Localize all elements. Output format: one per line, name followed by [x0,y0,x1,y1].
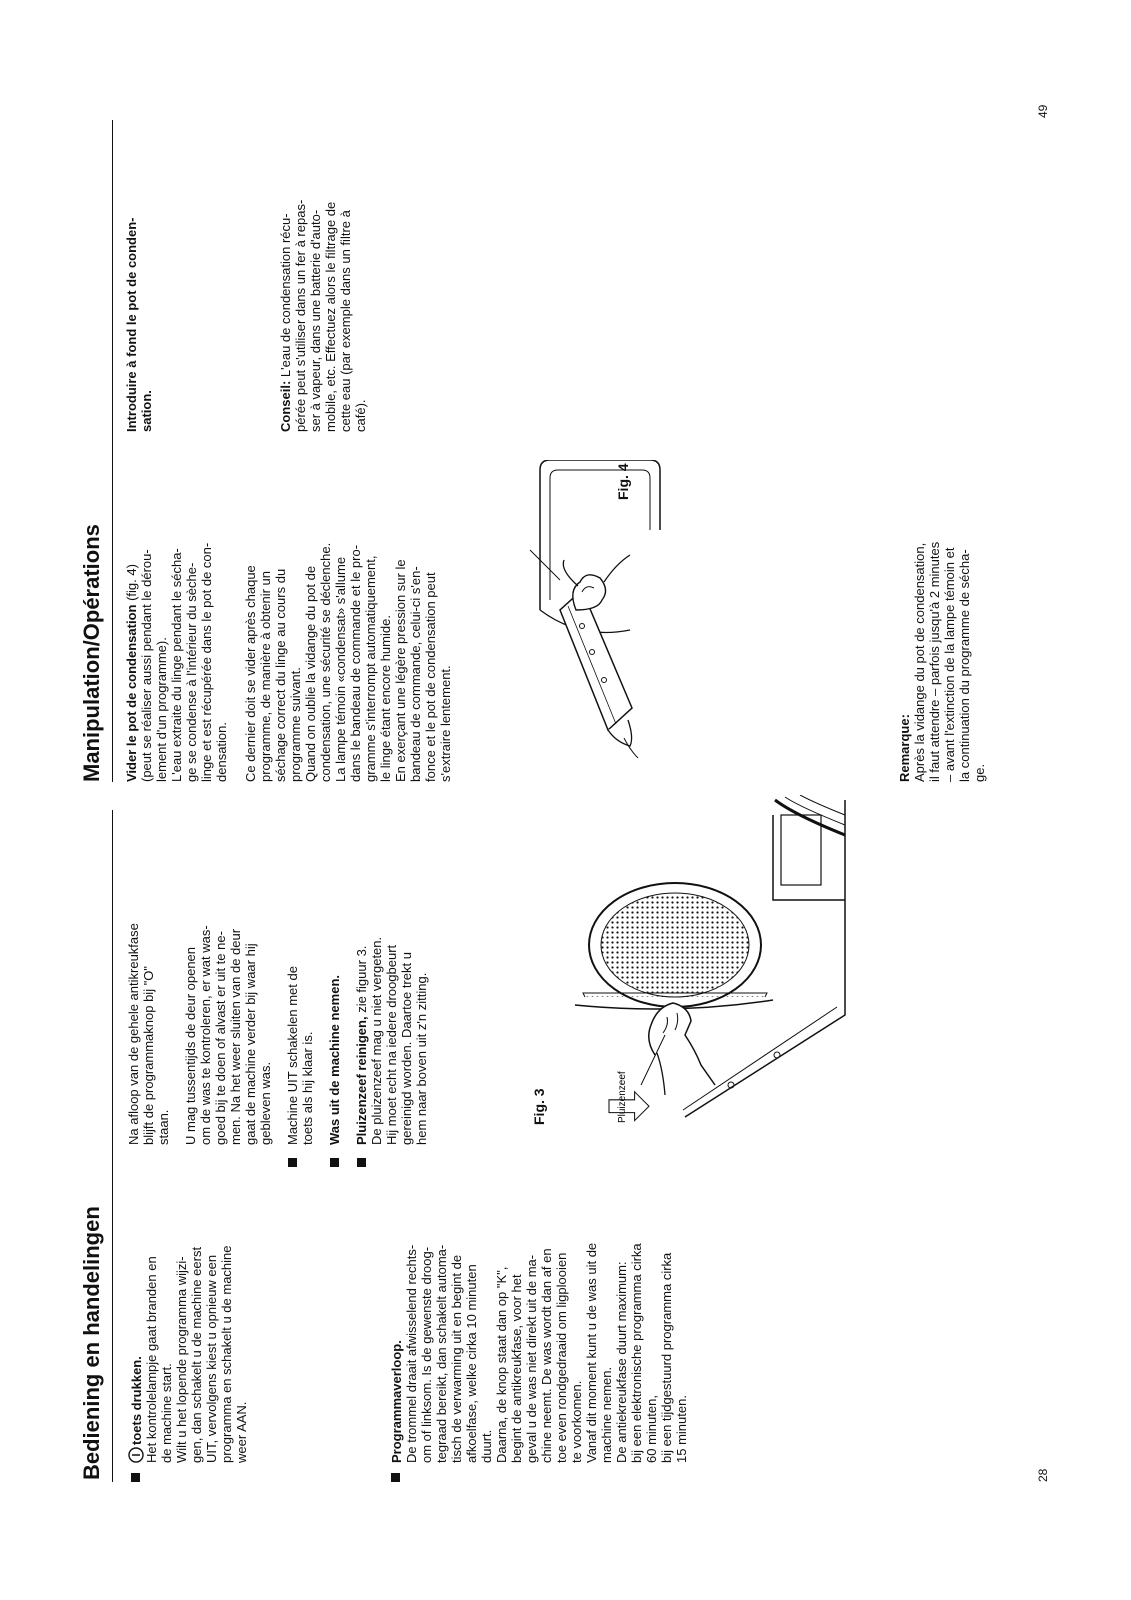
text-line: il faut attendre – parfois jusqu'à 2 minutes [927,541,942,782]
text-line: machine nemen. [599,1366,614,1463]
fr-remark-heading: Remarque: [897,714,912,782]
text-line: densation. [214,722,229,782]
text-line: toe even rondgedraaid om ligplooien [554,1252,569,1463]
text-line: ge. [972,763,987,782]
text-line: De trommel draait afwisselend rechts- [404,1244,419,1463]
text-line: gen, dan schakelt u de machine eerst [189,1246,204,1463]
text-line: 60 minuten, [644,1395,659,1463]
text-line: weer AAN. [234,1401,249,1463]
text-line: pérée peut s'utiliser dans un fer à repas- [293,199,308,432]
bullet-icon [357,1158,366,1167]
fig3-lint-filter-illustration [545,795,855,1125]
bullet-icon [131,1473,140,1482]
fr-remark [897,482,987,782]
page-number-right: 49 [1036,104,1050,118]
nl-programmaverloop-heading: Programmaverloop. [389,1340,404,1463]
text-line: Machine UIT schakelen met de [285,966,300,1145]
text-line: gramme s'interrompt automatiquement, [363,555,378,782]
text-line: gaat de machine verder bij waar hij [243,943,258,1145]
text-line: L'eau extraite du linge pendant le sécha- [169,548,184,782]
text-line: cette eau (par exemple dans un filtre à [338,210,353,432]
text-line: programme, de manière à obtenir un [258,570,273,782]
nl-page-title: Bediening en handelingen [79,1206,104,1480]
text-line: (peut se réaliser aussi pendant le dérou- [139,549,154,782]
fr-conseil [278,122,368,432]
fig3-callout: Pluizenzeef [617,1071,628,1123]
text-line: dans le bandeau de commande et le pro- [348,544,363,782]
fr-conseil-heading: Conseil: [278,380,293,432]
text-line: tisch de verwarming uit en begint de [449,1254,464,1463]
fr-introduire-heading-line: Introduire à fond le pot de conden- [124,217,139,432]
fr-title-rule [112,120,113,782]
nl-column-1 [128,1232,689,1482]
text-line: fonce et le pot de condensation peut [423,572,438,782]
nl-pluizenzeef-heading: Pluizenzeef reinigen, [354,1016,369,1145]
text-line: Het kontrolelampje gaat branden en [144,1256,159,1463]
fig4-condensation-tank-illustration [520,460,690,760]
text-line: 15 minuten. [674,1395,689,1463]
text-line: bij een tijdgestuurd programma cirka [659,1252,674,1463]
text-line: toets als hij klaar is. [300,1031,315,1145]
text-line: afkoelfase, welke cirka 10 minuten [464,1264,479,1463]
text-line: UIT, vervolgens kiest u opnieuw een [204,1254,219,1463]
text-line: Wilt u het lopende programma wijzi- [174,1256,189,1463]
text-line: Quand on oublie la vidange du pot de [303,565,318,782]
nl-title-rule [112,810,113,1482]
text-line: U mag tussentijds de deur openen [183,946,198,1145]
fr-column-2 [124,122,154,432]
text-line: om de was te kontroleren, er wat was- [198,925,213,1145]
text-line: programma en schakelt u de machine [219,1245,234,1463]
text-line: Vanaf dit moment kunt u de was uit de [584,1242,599,1463]
text-line: chine neemt. De was wordt dan af en [539,1248,554,1463]
nl-column-2 [126,845,429,1145]
bullet-icon [288,1158,297,1167]
text-line: begint de antikreukfase, voor het [509,1274,524,1463]
text-line: gereinigd worden. Daartoe trekt u [399,952,414,1145]
fig4-label: Fig. 4 [615,463,631,500]
fr-column-1 [124,492,453,782]
text-line: La lampe témoin «condensat» s'allume [333,556,348,782]
text-line: Hij moet echt na iedere droogbeurt [384,944,399,1145]
text-line: séchage correct du linge au cours du [273,568,288,782]
fr-introduire-heading-line: sation. [139,390,154,432]
text-line: goed bij te doen of alvast er uit te ne- [213,931,228,1145]
nl-pluizenzeef-ref: zie figuur 3. [354,945,369,1017]
text-line: blijft de programmaknop bij "O" [141,965,156,1145]
text-line: s'extraire lentement. [438,665,453,782]
text-line: Na afloop van de gehele antikreukfase [126,923,141,1145]
text-line: condensation, une sécurité se déclenche. [318,542,333,782]
text-line: lement d'un programme). [154,637,169,782]
text-line: te voorkomen. [569,1380,584,1463]
fig3-label: Fig. 3 [531,1088,547,1125]
text-line: gebleven was. [258,1061,273,1145]
page-number-left: 28 [1036,1468,1050,1482]
text-line: De antiekreukfase duurt maximum: [614,1261,629,1463]
text-line: om of linksom. Is de gewenste droog- [419,1246,434,1463]
nl-bullet1-heading: toets drukken. [129,1356,144,1445]
power-button-icon [128,1445,144,1463]
text-line: café). [353,399,368,432]
text-line: le linge étant encore humide. [378,615,393,782]
text-line: mobile, etc. Effectuez alors le filtrage de [323,201,338,432]
text-line: men. Na het weer sluiten van de deur [228,928,243,1145]
text-line: linge et est récupérée dans le pot de con- [199,542,214,782]
text-line: hem naar boven uit z'n zitting. [414,972,429,1145]
text-line: bij een elektronische programma cirka [629,1243,644,1463]
text-line: – avant l'extinction de la lampe témoin et [942,547,957,782]
nl-was-uit-heading: Was uit de machine nemen. [327,974,342,1145]
text-line: En exerçant une légère pression sur le [393,559,408,782]
bullet-icon [330,1158,339,1167]
text-line: Ce dernier doit se vider après chaque [243,565,258,782]
text-line: geval u de was niet direkt uit de ma- [524,1254,539,1463]
fr-vider-heading: Vider le pot de condensation [124,604,139,782]
text-line: tegraad bereikt, dan schakelt automa- [434,1244,449,1463]
bullet-icon [391,1473,400,1482]
text-line: Daarna, de knop staat dan op "K", [494,1266,509,1463]
text-line: De pluizenzeef mag u niet vergeten. [369,936,384,1145]
text-line: staan. [156,1109,171,1145]
text-line: de machine start. [159,1363,174,1463]
fr-page-title: Manipulation/Opérations [79,524,104,782]
text-line: la continuation du programme de sécha- [957,549,972,782]
text-line: programme suivant. [288,667,303,782]
text-line: bandeau de commande, celui-ci s'en- [408,566,423,782]
text-line: L'eau de condensation récu- [278,213,293,381]
text-line: ge se condense à l'intérieur du sèche- [184,562,199,782]
text-line: ser à vapeur, dans une batterie d'auto- [308,209,323,432]
fr-vider-ref: (fig. 4) [124,564,139,605]
text-line: Après la vidange du pot de condensation, [912,542,927,782]
text-line: duurt. [479,1429,494,1463]
